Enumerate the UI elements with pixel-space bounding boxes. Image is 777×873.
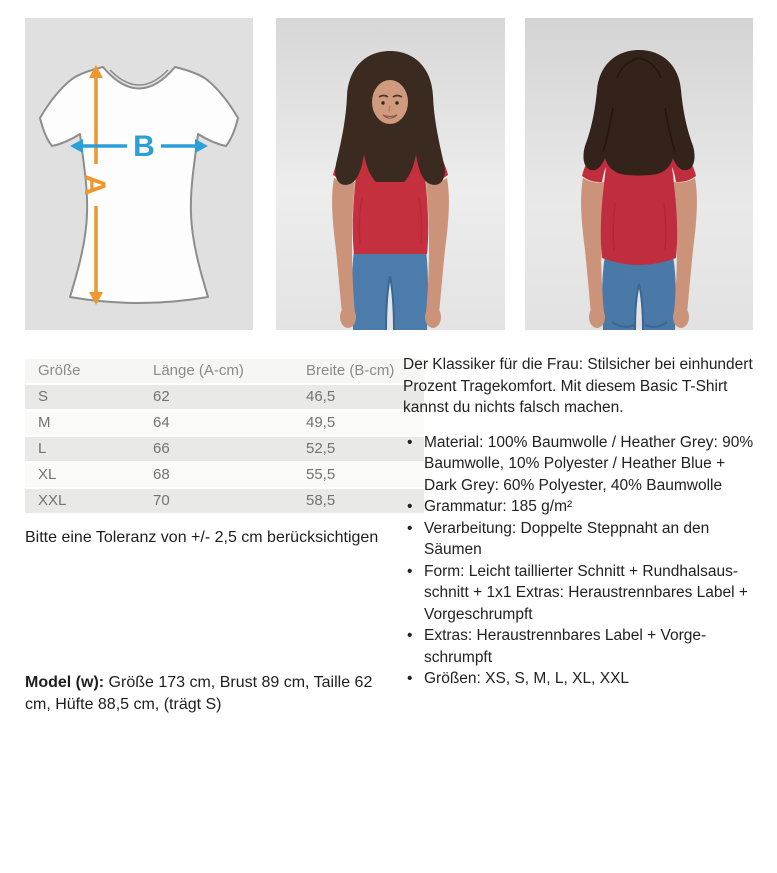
model-info-text: Größe 173 cm, Brust 89 cm, Taille 62 cm, Hüfte 88,5 cm, (trägt S) [25,674,373,713]
model-info [25,672,397,716]
cell-width: 49,5 [293,411,424,435]
left-hand-back [589,306,605,328]
col-header-length: Länge (A-cm) [140,359,293,383]
list-item-extras: • Extras: Heraustrennbares Label + Vorgeschrumpft [403,625,759,668]
table-row [25,489,424,513]
cell-length: 62 [140,385,293,409]
col-header-size: Größe [25,359,140,383]
left-hand [340,306,356,328]
cell-size: XXL [25,489,140,513]
cell-width: 58,5 [293,489,424,513]
right-hand [425,306,441,328]
list-item-material: • Material: 100% Baumwolle / Heather Grey: 90% Baumwolle, 10% Polyester / Heather Blue + Dark Grey: 60% Polyester, 40% Baumwolle [403,432,759,497]
description-intro: Der Klassiker für die Frau: Stilsicher bei einhundert Prozent Tragekomfort. Mit diesem Basic T-Shirt kannst du nichts falsch machen. [403,356,753,416]
model-front-illustration [276,18,505,330]
cell-size: M [25,411,140,435]
cell-size: S [25,385,140,409]
cell-length: 66 [140,437,293,461]
size-table [25,357,424,515]
cell-length: 68 [140,463,293,487]
list-item-groessen: • Größen: XS, S, M, L, XL, XXL [403,668,759,690]
product-description [403,354,759,690]
col-header-width: Breite (B-cm) [293,359,424,383]
tshirt-measure-diagram [25,18,253,330]
label-b: B [133,130,155,163]
cell-length: 70 [140,489,293,513]
cell-width: 55,5 [293,463,424,487]
cell-width: 52,5 [293,437,424,461]
cell-size: L [25,437,140,461]
size-diagram-image[interactable] [25,18,253,330]
model-info-label: Model (w): [25,674,105,691]
right-hand-back [673,306,689,328]
model-back-illustration [525,18,753,330]
list-item-form: • Form: Leicht taillierter Schnitt + Rundhalsausschnitt + 1x1 Extras: Heraustrennbares Label + Vorgeschrumpft [403,561,759,626]
list-item-verarbeitung: • Verarbeitung: Doppelte Steppnaht an den Säumen [403,518,759,561]
svg-text:A: A [78,174,111,196]
table-row [25,411,424,435]
cell-width: 46,5 [293,385,424,409]
table-row [25,463,424,487]
table-row [25,437,424,461]
list-item-grammatur: • Grammatur: 185 g/m² [403,496,759,518]
label-a [78,174,111,196]
cell-size: XL [25,463,140,487]
feature-list [403,432,759,690]
cell-length: 64 [140,411,293,435]
tolerance-note: Bitte eine Toleranz von +/- 2,5 cm berücksichtigen [25,529,379,546]
left-eye [381,101,384,104]
size-table-header-row [25,359,424,383]
model-back-photo[interactable] [525,18,753,330]
table-row [25,385,424,409]
model-front-photo[interactable] [276,18,505,330]
right-eye [395,101,398,104]
